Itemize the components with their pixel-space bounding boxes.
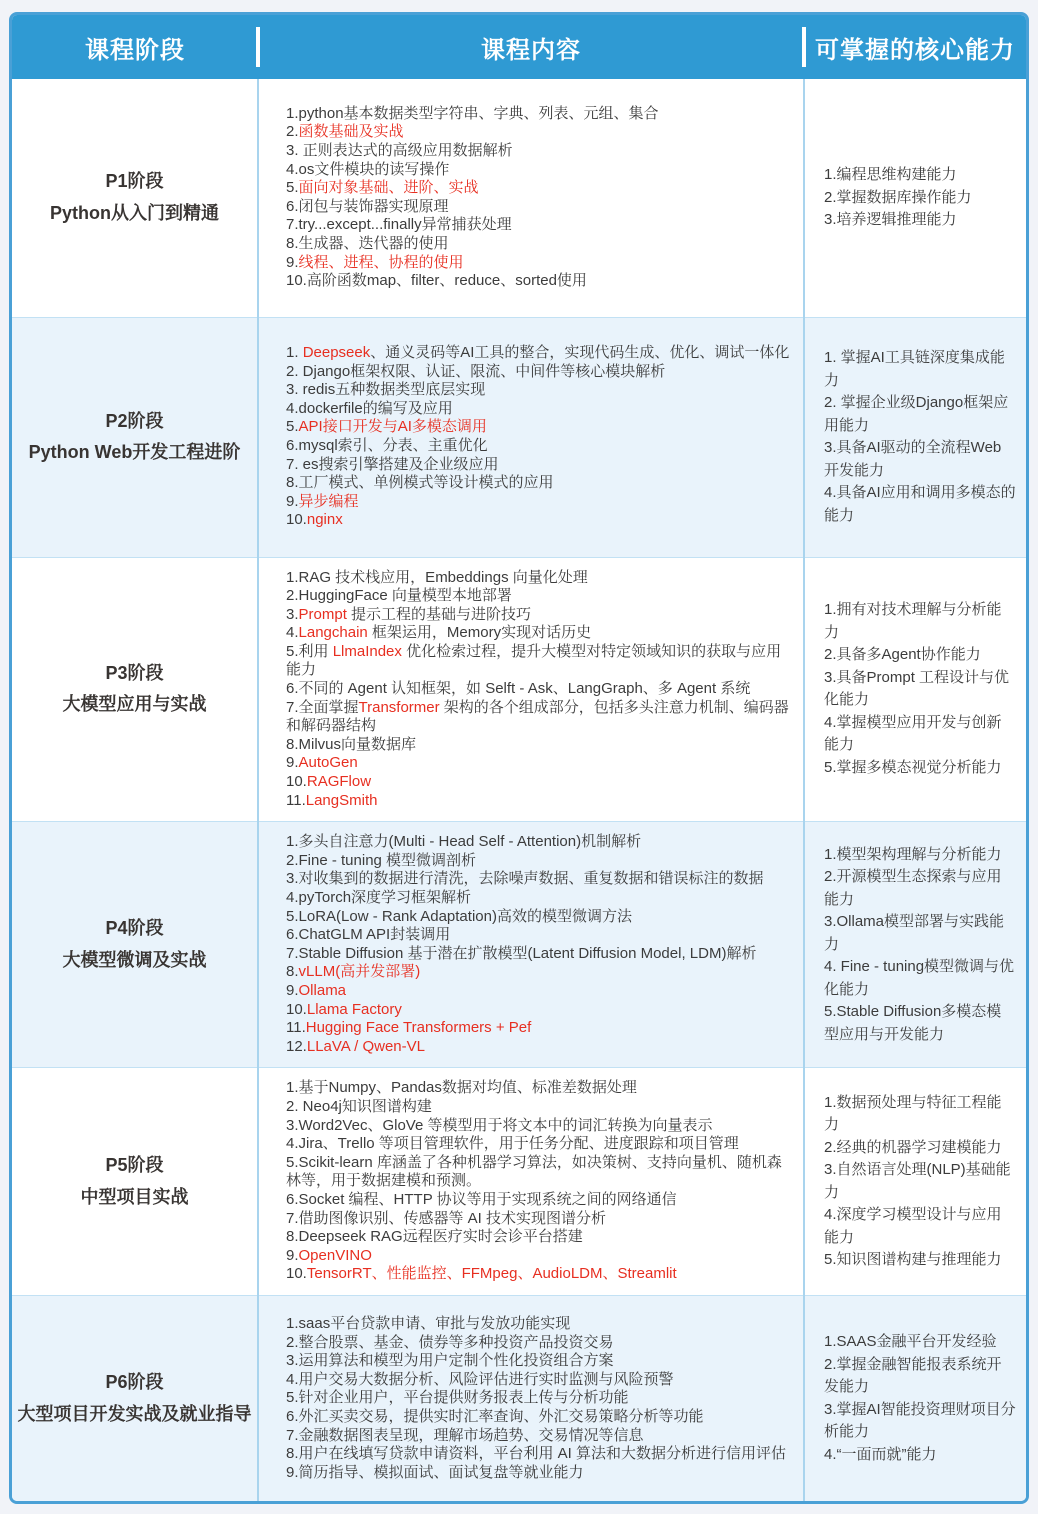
content-item xyxy=(286,643,795,680)
stage-title: P4阶段 xyxy=(105,918,164,939)
content-segment: 6.Socket 编程、HTTP 协议等用于实现系统之间的网络通信 xyxy=(286,1190,677,1208)
content-segment: 3. xyxy=(286,605,299,623)
content-segment: 11. xyxy=(286,1019,306,1037)
stage-cell xyxy=(12,317,258,557)
content-item xyxy=(286,736,795,755)
content-item xyxy=(286,1228,795,1247)
content-segment: 2.整合股票、基金、债券等多种投资产品投资交易 xyxy=(286,1333,614,1351)
content-segment: 8.生成器、迭代器的使用 xyxy=(286,234,449,252)
content-item xyxy=(286,569,795,588)
header-ability-label: 可掌握的核心能力 xyxy=(815,36,1015,64)
ability-item: 1.拥有对技术理解与分析能力 xyxy=(824,601,1002,641)
content-item xyxy=(286,587,795,606)
header-stage-label: 课程阶段 xyxy=(85,36,185,64)
content-segment: 3.对收集到的数据进行清洗，去除噪声数据、重复数据和错误标注的数据 xyxy=(286,870,764,888)
content-item xyxy=(286,511,795,530)
content-segment: 6.外汇买卖交易，提供实时汇率查询、外汇交易策略分析等功能 xyxy=(286,1407,704,1425)
content-item xyxy=(286,179,795,198)
ability-list xyxy=(805,152,1026,244)
content-segment: 5.Scikit-learn 库涵盖了各种机器学习算法，如决策树、支持向量机、随机森林等，用于数据建模和预测。 xyxy=(286,1153,782,1190)
content-item xyxy=(286,400,795,419)
content-item xyxy=(286,870,795,889)
content-segment: 4.dockerfile的编写及应用 xyxy=(286,399,453,417)
ability-item: 5.掌握多模态视觉分析能力 xyxy=(824,758,1002,776)
content-cell xyxy=(258,317,804,557)
ability-list xyxy=(805,1080,1026,1284)
content-segment: 10. xyxy=(286,773,307,791)
content-segment-highlight: Langchain xyxy=(298,624,368,642)
content-segment: 12. xyxy=(286,1037,307,1055)
content-segment: 6.不同的 Agent 认知框架，如 Selft - Ask、LangGraph、多 Agent 系统 xyxy=(286,680,751,698)
content-segment: 提示工程的基础与进阶技巧 xyxy=(346,605,532,623)
content-segment: 6.ChatGLM API封装调用 xyxy=(286,926,451,944)
content-segment: 9. xyxy=(286,253,299,271)
content-segment: 7.Stable Diffusion 基于潜在扩散模型(Latent Diffusion Model, LDM)解析 xyxy=(286,944,757,962)
content-item xyxy=(286,1334,795,1353)
content-segment: 1. xyxy=(286,344,303,362)
ability-list xyxy=(805,587,1026,791)
ability-item: 5.知识图谱构建与推理能力 xyxy=(824,1251,1002,1269)
content-cell xyxy=(258,1068,804,1296)
content-item xyxy=(286,142,795,161)
content-item xyxy=(286,1315,795,1334)
ability-item: 1.编程思维构建能力 xyxy=(824,166,957,183)
content-segment: 5.利用 xyxy=(286,642,333,660)
content-segment-highlight: OpenVINO xyxy=(298,1246,372,1264)
content-segment: 10. xyxy=(286,511,307,529)
content-item xyxy=(286,1210,795,1229)
ability-item: 2. 掌握企业级Django框架应用能力 xyxy=(824,394,1009,434)
content-segment: 2.Fine - tuning 模型微调剖析 xyxy=(286,851,477,869)
content-segment: 优化检索过程，提升大模型对特定领域知识的获取与应用能力 xyxy=(286,642,782,679)
content-item xyxy=(286,1191,795,1210)
content-segment: 1.saas平台贷款申请、审批与发放功能实现 xyxy=(286,1314,571,1332)
content-segment: 2. xyxy=(286,123,299,141)
stage-subtitle: 大模型微调及实战 xyxy=(62,949,207,970)
content-item xyxy=(286,363,795,382)
ability-list xyxy=(805,335,1026,539)
course-row xyxy=(12,557,1026,822)
content-item xyxy=(286,852,795,871)
ability-item: 4.“一面而就”能力 xyxy=(824,1445,937,1463)
content-segment: 5.针对企业用户，平台提供财务报表上传与分析功能 xyxy=(286,1389,629,1407)
content-item xyxy=(286,1408,795,1427)
content-segment: 框架运用，Memory实现对话历史 xyxy=(367,624,592,642)
content-item xyxy=(286,1352,795,1371)
ability-item: 2.掌握数据库操作能力 xyxy=(824,188,972,206)
content-segment-highlight: Hugging Face Transformers + Pef xyxy=(305,1019,532,1037)
content-list xyxy=(259,822,803,1067)
content-item xyxy=(286,456,795,475)
stage-cell xyxy=(12,1295,258,1501)
content-segment: 4.Jira、Trello 等项目管理软件，用于任务分配、进度跟踪和项目管理 xyxy=(286,1135,739,1153)
content-segment: 3.Word2Vec、GloVe 等模型用于将文本中的词汇转换为向量表示 xyxy=(286,1116,713,1134)
content-segment: 1.多头自注意力(Multi - Head Self - Attention)机制解析 xyxy=(286,833,642,851)
content-item xyxy=(286,1154,795,1191)
ability-item: 2.开源模型生态探索与应用能力 xyxy=(824,868,1002,908)
header-content-cell xyxy=(258,15,804,79)
content-item xyxy=(286,437,795,456)
course-table xyxy=(12,15,1026,1501)
content-segment: 1.RAG 技术栈应用，Embeddings 向量化处理 xyxy=(286,568,588,586)
stage-title: P2阶段 xyxy=(105,410,164,431)
content-item xyxy=(286,1464,795,1483)
content-segment: 10. xyxy=(286,1000,307,1018)
content-item xyxy=(286,1019,795,1038)
content-item xyxy=(286,1389,795,1408)
content-item xyxy=(286,1135,795,1154)
ability-item: 2.经典的机器学习建模能力 xyxy=(824,1138,1002,1156)
content-segment-highlight: LLaVA / Qwen-VL xyxy=(306,1037,425,1055)
header-divider xyxy=(802,27,806,67)
stage-subtitle: 大型项目开发实战及就业指导 xyxy=(17,1403,252,1424)
content-segment: 5. xyxy=(286,179,299,197)
content-segment-highlight: Transformer xyxy=(358,698,440,716)
course-table-frame xyxy=(9,12,1029,1504)
content-segment: 7.金融数据图表呈现，理解市场趋势、交易情况等信息 xyxy=(286,1426,644,1444)
content-item xyxy=(286,680,795,699)
content-segment-highlight: LlmaIndex xyxy=(332,642,402,660)
content-segment-highlight: LangSmith xyxy=(305,791,378,809)
content-segment: 7. es搜索引擎搭建及企业级应用 xyxy=(286,455,499,473)
stage-cell xyxy=(12,79,258,317)
ability-item: 1. 掌握AI工具链深度集成能力 xyxy=(824,349,1005,389)
content-item xyxy=(286,198,795,217)
content-item xyxy=(286,1001,795,1020)
content-item xyxy=(286,418,795,437)
content-segment: 9. xyxy=(286,1246,299,1264)
content-segment: 2. Django框架权限、认证、限流、中间件等核心模块解析 xyxy=(286,362,666,380)
content-cell xyxy=(258,822,804,1068)
ability-cell xyxy=(804,1068,1026,1296)
content-item xyxy=(286,474,795,493)
ability-item: 3.Ollama模型部署与实践能力 xyxy=(824,913,1005,953)
content-segment-highlight: Llama Factory xyxy=(306,1000,402,1018)
content-segment-highlight: API接口开发与AI多模态调用 xyxy=(298,418,487,436)
header-stage-cell xyxy=(12,15,258,79)
stage-title: P3阶段 xyxy=(105,662,164,683)
content-item xyxy=(286,235,795,254)
course-table-body xyxy=(12,79,1026,1501)
content-list xyxy=(259,1304,803,1493)
course-row xyxy=(12,822,1026,1068)
content-item xyxy=(286,606,795,625)
ability-list xyxy=(805,1319,1026,1478)
ability-item: 5.Stable Diffusion多模态模型应用与开发能力 xyxy=(824,1003,1002,1043)
content-item xyxy=(286,1117,795,1136)
content-segment: 5.LoRA(Low - Rank Adaptation)高效的模型微调方法 xyxy=(286,907,632,925)
content-item xyxy=(286,161,795,180)
ability-cell xyxy=(804,317,1026,557)
content-segment-highlight: 函数基础及实战 xyxy=(298,123,404,141)
content-segment: 9.简历指导、模拟面试、面试复盘等就业能力 xyxy=(286,1463,584,1481)
content-cell xyxy=(258,1295,804,1501)
content-cell xyxy=(258,557,804,822)
ability-cell xyxy=(804,822,1026,1068)
content-segment-highlight: Prompt xyxy=(298,605,347,623)
content-item xyxy=(286,344,795,363)
content-segment: 9. xyxy=(286,981,299,999)
content-item xyxy=(286,272,795,291)
content-segment: 8.工厂模式、单例模式等设计模式的应用 xyxy=(286,474,554,492)
ability-item: 4.掌握模型应用开发与创新能力 xyxy=(824,713,1002,754)
content-segment: 4. xyxy=(286,624,299,642)
ability-item: 3.具备Prompt 工程设计与优化能力 xyxy=(824,668,1010,709)
content-segment: 3. redis五种数据类型底层实现 xyxy=(286,381,486,399)
content-segment-highlight: 线程、进程、协程的使用 xyxy=(298,253,464,271)
content-segment: 3.运用算法和模型为用户定制个性化投资组合方案 xyxy=(286,1352,614,1370)
ability-list xyxy=(805,832,1026,1059)
content-segment: 9. xyxy=(286,754,299,772)
ability-item: 3.具备AI驱动的全流程Web开发能力 xyxy=(824,439,1002,479)
ability-item: 4.深度学习模型设计与应用能力 xyxy=(824,1206,1002,1246)
content-segment-highlight: RAGFlow xyxy=(306,773,372,791)
content-segment: 10. xyxy=(286,1265,307,1283)
content-list xyxy=(259,558,803,822)
content-segment: 4.pyTorch深度学习框架解析 xyxy=(286,889,472,906)
content-segment-highlight: Deepseek xyxy=(302,344,371,362)
content-segment: 4.os文件模块的读写操作 xyxy=(286,160,450,178)
content-segment-highlight: vLLM(高并发部署) xyxy=(298,963,421,981)
ability-cell xyxy=(804,79,1026,317)
content-item xyxy=(286,1079,795,1098)
content-segment: 6.mysql索引、分表、主重优化 xyxy=(286,437,488,454)
content-segment: 11. xyxy=(286,791,306,809)
content-item xyxy=(286,699,795,736)
content-segment-highlight: TensorRT、性能监控、FFMpeg、AudioLDM、Streamlit xyxy=(306,1265,677,1283)
content-item xyxy=(286,1371,795,1390)
content-segment: 7.借助图像识别、传感器等 AI 技术实现图谱分析 xyxy=(286,1209,607,1227)
content-item xyxy=(286,123,795,142)
content-item xyxy=(286,1247,795,1266)
ability-item: 3.自然语言处理(NLP)基础能力 xyxy=(824,1161,1011,1201)
content-item xyxy=(286,624,795,643)
ability-item: 2.掌握金融智能报表系统开发能力 xyxy=(824,1355,1002,1396)
content-segment: 、通义灵码等AI工具的整合，实现代码生成、优化、调试一体化 xyxy=(370,344,790,362)
content-item xyxy=(286,254,795,273)
header-ability-cell xyxy=(804,15,1026,79)
stage-cell xyxy=(12,822,258,1068)
content-item xyxy=(286,1427,795,1446)
content-segment-highlight: nginx xyxy=(306,511,343,529)
content-item xyxy=(286,773,795,792)
content-segment: 8. xyxy=(286,963,299,981)
ability-cell xyxy=(804,1295,1026,1501)
content-segment: 8.Milvus向量数据库 xyxy=(286,735,417,753)
content-segment-highlight: 面向对象基础、进阶、实战 xyxy=(298,179,479,197)
content-item xyxy=(286,216,795,235)
course-row xyxy=(12,1295,1026,1501)
ability-item: 1.模型架构理解与分析能力 xyxy=(824,845,1002,863)
content-segment: 7.全面掌握 xyxy=(286,698,359,716)
content-item xyxy=(286,926,795,945)
content-segment: 1.python基本数据类型字符串、字典、列表、元组、集合 xyxy=(286,104,659,122)
content-segment: 8.用户在线填写贷款申请资料，平台利用 AI 算法和大数据分析进行信用评估 xyxy=(286,1445,787,1463)
content-list xyxy=(259,94,803,302)
content-segment: 5. xyxy=(286,418,299,436)
content-item xyxy=(286,754,795,773)
ability-cell xyxy=(804,557,1026,822)
content-segment: 1.基于Numpy、Pandas数据对均值、标准差数据处理 xyxy=(286,1079,637,1097)
content-item xyxy=(286,1265,795,1284)
stage-title: P5阶段 xyxy=(105,1155,164,1176)
content-item xyxy=(286,381,795,400)
header-content-label: 课程内容 xyxy=(481,36,581,64)
content-item xyxy=(286,105,795,124)
content-item xyxy=(286,1445,795,1464)
ability-item: 3.掌握AI智能投资理财项目分析能力 xyxy=(824,1400,1016,1441)
content-segment: 架构的各个组成部分，包括多头注意力机制、编码器和解码器结构 xyxy=(286,698,789,735)
content-segment: 9. xyxy=(286,492,299,510)
ability-item: 3.培养逻辑推理能力 xyxy=(824,211,957,228)
content-item xyxy=(286,982,795,1001)
content-cell xyxy=(258,79,804,317)
content-segment: 6.闭包与装饰器实现原理 xyxy=(286,197,449,215)
content-segment: 3. 正则表达式的高级应用数据解析 xyxy=(286,141,513,159)
header-divider xyxy=(256,27,260,67)
content-item xyxy=(286,493,795,512)
stage-cell xyxy=(12,1068,258,1296)
content-item xyxy=(286,889,795,908)
content-segment-highlight: 异步编程 xyxy=(298,492,359,510)
content-segment: 4.用户交易大数据分析、风险评估进行实时监测与风险预警 xyxy=(286,1370,674,1388)
course-row xyxy=(12,317,1026,557)
ability-item: 2.具备多Agent协作能力 xyxy=(824,646,981,664)
content-segment: 7.try...except...finally异常捕获处理 xyxy=(286,216,512,234)
content-list xyxy=(259,1068,803,1295)
content-item xyxy=(286,833,795,852)
content-item xyxy=(286,1098,795,1117)
content-segment: 10.高阶函数map、filter、reduce、sorted使用 xyxy=(286,272,587,290)
content-item xyxy=(286,945,795,964)
table-header-row xyxy=(12,15,1026,79)
content-segment: 2.HuggingFace 向量模型本地部署 xyxy=(286,587,512,605)
stage-subtitle: Python从入门到精通 xyxy=(50,202,219,223)
content-segment-highlight: AutoGen xyxy=(298,754,358,772)
course-row xyxy=(12,79,1026,317)
stage-subtitle: 中型项目实战 xyxy=(80,1186,189,1207)
ability-item: 4. Fine - tuning模型微调与优化能力 xyxy=(824,958,1015,998)
content-segment: 8.Deepseek RAG远程医疗实时会诊平台搭建 xyxy=(286,1228,583,1246)
content-item xyxy=(286,908,795,927)
content-item xyxy=(286,1038,795,1057)
stage-title: P6阶段 xyxy=(105,1372,164,1393)
content-segment-highlight: Ollama xyxy=(298,981,347,999)
content-item xyxy=(286,792,795,811)
content-list xyxy=(259,333,803,541)
content-item xyxy=(286,963,795,982)
ability-item: 4.具备AI应用和调用多模态的能力 xyxy=(824,484,1016,524)
stage-subtitle: Python Web开发工程进阶 xyxy=(28,442,241,462)
ability-item: 1.数据预处理与特征工程能力 xyxy=(824,1093,1002,1134)
content-segment: 2. Neo4j知识图谱构建 xyxy=(286,1097,432,1115)
ability-item: 1.SAAS金融平台开发经验 xyxy=(824,1333,997,1351)
course-row xyxy=(12,1068,1026,1296)
stage-subtitle: 大模型应用与实战 xyxy=(62,694,207,715)
stage-cell xyxy=(12,557,258,822)
stage-title: P1阶段 xyxy=(105,171,164,192)
